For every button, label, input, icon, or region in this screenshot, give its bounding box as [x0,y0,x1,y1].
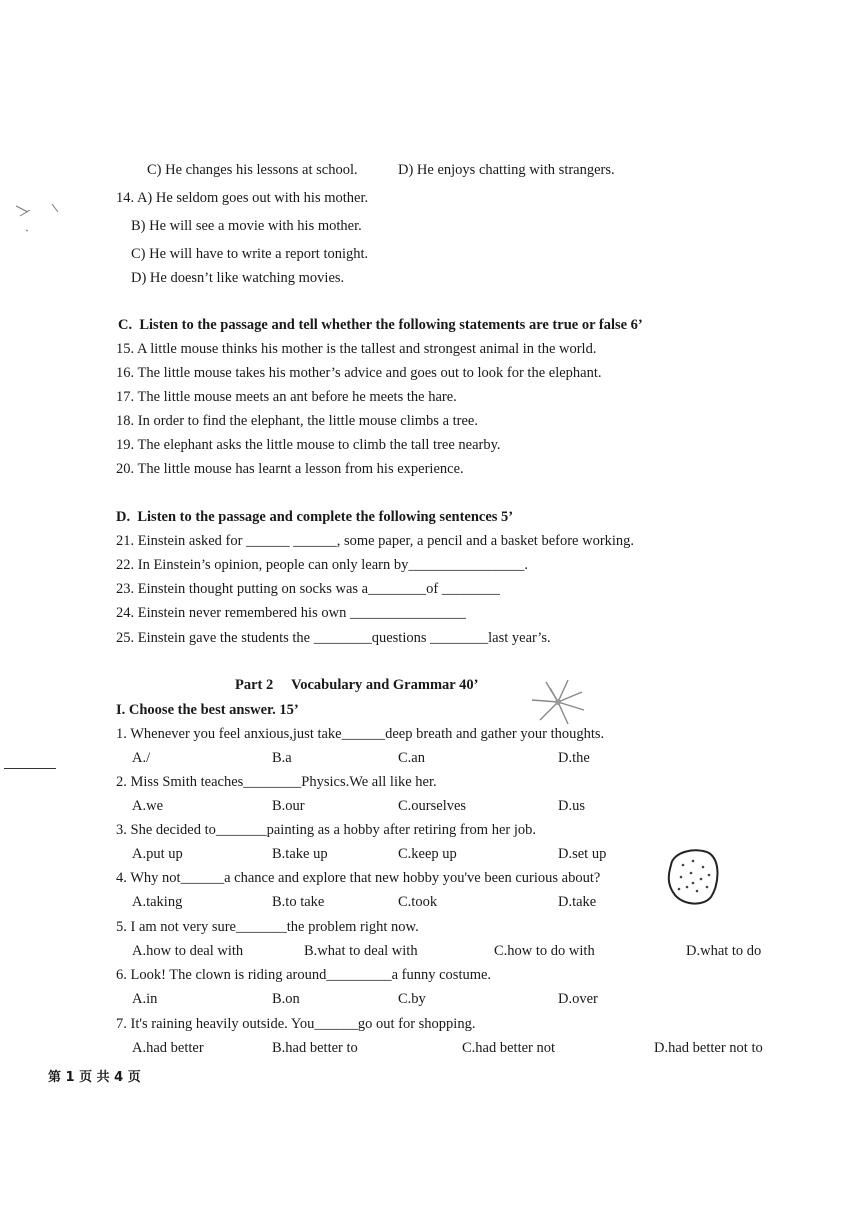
answer-option: C.how to do with [494,943,595,959]
statement-item: 20. The little mouse has learnt a lesson from his experience. [116,461,464,477]
page-number: 第 1 页 共 4 页 [48,1070,141,1085]
answer-option: D.set up [558,846,607,862]
q13-option-d: D) He enjoys chatting with strangers. [398,162,615,178]
question-stem: 4. Why not______a chance and explore that new hobby you've been curious about? [116,870,601,886]
answer-option: B.on [272,991,300,1007]
scan-speck-mark [14,200,64,236]
q14-option-b: B) He will see a movie with his mother. [131,218,362,234]
answer-option: D.the [558,750,590,766]
section-c-heading: C. Listen to the passage and tell whether the following statements are true or false 6’ [118,317,643,333]
scribble-doodle-icon [663,845,723,909]
answer-option: B.what to deal with [304,943,418,959]
answer-option: D.had better not to [654,1040,763,1056]
q14-option-a: 14. A) He seldom goes out with his mother. [116,190,369,206]
answer-option: C.had better not [462,1040,556,1056]
fill-in-item: 24. Einstein never remembered his own ________________ [116,605,466,621]
answer-option: C.by [398,991,426,1007]
statement-item: 16. The little mouse takes his mother’s advice and goes out to look for the elephant. [116,365,602,381]
answer-option: B.take up [272,846,328,862]
answer-option: A.had better [132,1040,204,1056]
question-stem: 3. She decided to_______painting as a hobby after retiring from her job. [116,822,536,838]
answer-option: C.took [398,894,438,910]
answer-option: A.how to deal with [132,943,244,959]
scan-line-mark [4,768,56,769]
question-stem: 6. Look! The clown is riding around_________a funny costume. [116,967,492,983]
answer-option: C.ourselves [398,798,467,814]
answer-option: A.we [132,798,164,814]
fill-in-item: 22. In Einstein’s opinion, people can only learn by________________. [116,557,528,573]
answer-option: B.to take [272,894,325,910]
section-d-heading: D. Listen to the passage and complete the following sentences 5’ [116,509,514,525]
answer-option: B.had better to [272,1040,358,1056]
fill-in-item: 25. Einstein gave the students the ________questions ________last year’s. [116,630,551,646]
answer-option: C.an [398,750,425,766]
question-stem: 5. I am not very sure_______the problem right now. [116,919,419,935]
answer-option: D.us [558,798,585,814]
question-stem: 1. Whenever you feel anxious,just take______deep breath and gather your thoughts. [116,726,605,742]
answer-option: A./ [132,750,151,766]
part2-subheading: I. Choose the best answer. 15’ [116,702,299,718]
answer-option: B.our [272,798,305,814]
q13-option-c: C) He changes his lessons at school. [147,162,358,178]
fill-in-item: 23. Einstein thought putting on socks was a________of ________ [116,581,500,597]
flower-doodle-icon [528,676,588,728]
fill-in-item: 21. Einstein asked for ______ ______, some paper, a pencil and a basket before working. [116,533,635,549]
q14-option-c: C) He will have to write a report tonight. [131,246,369,262]
question-stem: 7. It's raining heavily outside. You______go out for shopping. [116,1016,476,1032]
answer-option: D.take [558,894,597,910]
statement-item: 18. In order to find the elephant, the little mouse climbs a tree. [116,413,478,429]
answer-option: C.keep up [398,846,457,862]
answer-option: D.what to do [686,943,762,959]
answer-option: B.a [272,750,292,766]
answer-option: A.put up [132,846,183,862]
answer-option: A.in [132,991,158,1007]
statement-item: 17. The little mouse meets an ant before he meets the hare. [116,389,457,405]
statement-item: 15. A little mouse thinks his mother is the tallest and strongest animal in the world. [116,341,597,357]
statement-item: 19. The elephant asks the little mouse to climb the tall tree nearby. [116,437,501,453]
part2-title: Part 2 Vocabulary and Grammar 40’ [235,677,479,693]
answer-option: D.over [558,991,598,1007]
question-stem: 2. Miss Smith teaches________Physics.We all like her. [116,774,437,790]
answer-option: A.taking [132,894,183,910]
q14-option-d: D) He doesn’t like watching movies. [131,270,345,286]
